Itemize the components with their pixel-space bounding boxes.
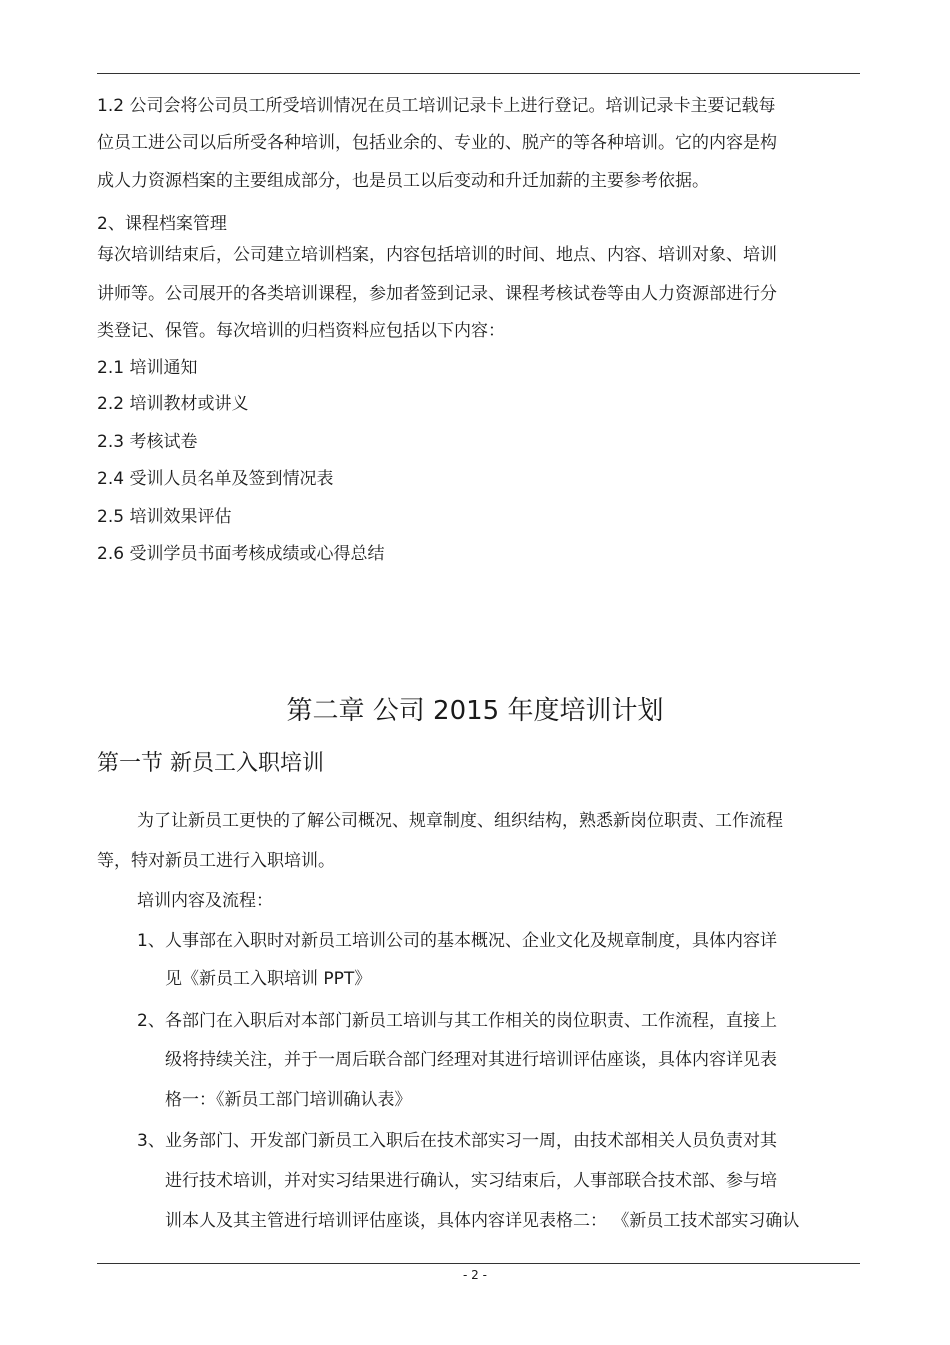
step-number: 3、 <box>137 1131 165 1151</box>
page-number: - 2 - <box>463 1268 487 1282</box>
step-number: 2、 <box>137 1011 165 1031</box>
list-item: 2.1 培训通知 <box>97 358 198 378</box>
list-item: 2.5 培训效果评估 <box>97 507 232 527</box>
paragraph-line: 为了让新员工更快的了解公司概况、规章制度、组织结构，熟悉新岗位职责、工作流程 <box>137 811 783 831</box>
subheading-course-archive: 2、课程档案管理 <box>97 214 227 234</box>
step-line: 训本人及其主管进行培训评估座谈，具体内容详见表格二： 《新员工技术部实习确认 <box>165 1211 800 1231</box>
chapter-title: 第二章 公司 2015 年度培训计划 <box>286 696 664 726</box>
list-item: 2.4 受训人员名单及签到情况表 <box>97 469 334 489</box>
section-title: 第一节 新员工入职培训 <box>97 751 324 776</box>
footer-rule <box>97 1263 860 1264</box>
step-line: 业务部门、开发部门新员工入职后在技术部实习一周，由技术部相关人员负责对其 <box>165 1131 777 1151</box>
step-line: 见《新员工入职培训 PPT》 <box>165 969 372 989</box>
step-line: 级将持续关注，并于一周后联合部门经理对其进行培训评估座谈，具体内容详见表 <box>165 1050 777 1070</box>
step-line: 进行技术培训，并对实习结果进行确认，实习结束后，人事部联合技术部、参与培 <box>165 1171 777 1191</box>
step-line: 格一：《新员工部门培训确认表》 <box>165 1090 412 1110</box>
paragraph-line: 位员工进公司以后所受各种培训，包括业余的、专业的、脱产的等各种培训。它的内容是构 <box>97 133 777 153</box>
paragraph-line: 等，特对新员工进行入职培训。 <box>97 851 335 871</box>
paragraph-line: 每次培训结束后，公司建立培训档案，内容包括培训的时间、地点、内容、培训对象、培训 <box>97 245 777 265</box>
step-line: 各部门在入职后对本部门新员工培训与其工作相关的岗位职责、工作流程，直接上 <box>165 1011 777 1031</box>
paragraph-line: 1.2 公司会将公司员工所受培训情况在员工培训记录卡上进行登记。培训记录卡主要记载每 <box>97 96 776 116</box>
list-item: 2.6 受训学员书面考核成绩或心得总结 <box>97 544 385 564</box>
process-label: 培训内容及流程： <box>137 891 273 911</box>
list-item: 2.2 培训教材或讲义 <box>97 394 249 414</box>
list-item: 2.3 考核试卷 <box>97 432 198 452</box>
header-rule <box>97 73 860 74</box>
step-line: 人事部在入职时对新员工培训公司的基本概况、企业文化及规章制度，具体内容详 <box>165 931 777 951</box>
paragraph-line: 成人力资源档案的主要组成部分，也是员工以后变动和升迁加薪的主要参考依据。 <box>97 171 709 191</box>
paragraph-line: 讲师等。公司展开的各类培训课程，参加者签到记录、课程考核试卷等由人力资源部进行分 <box>97 284 777 304</box>
step-number: 1、 <box>137 931 165 951</box>
paragraph-line: 类登记、保管。每次培训的归档资料应包括以下内容： <box>97 321 505 341</box>
